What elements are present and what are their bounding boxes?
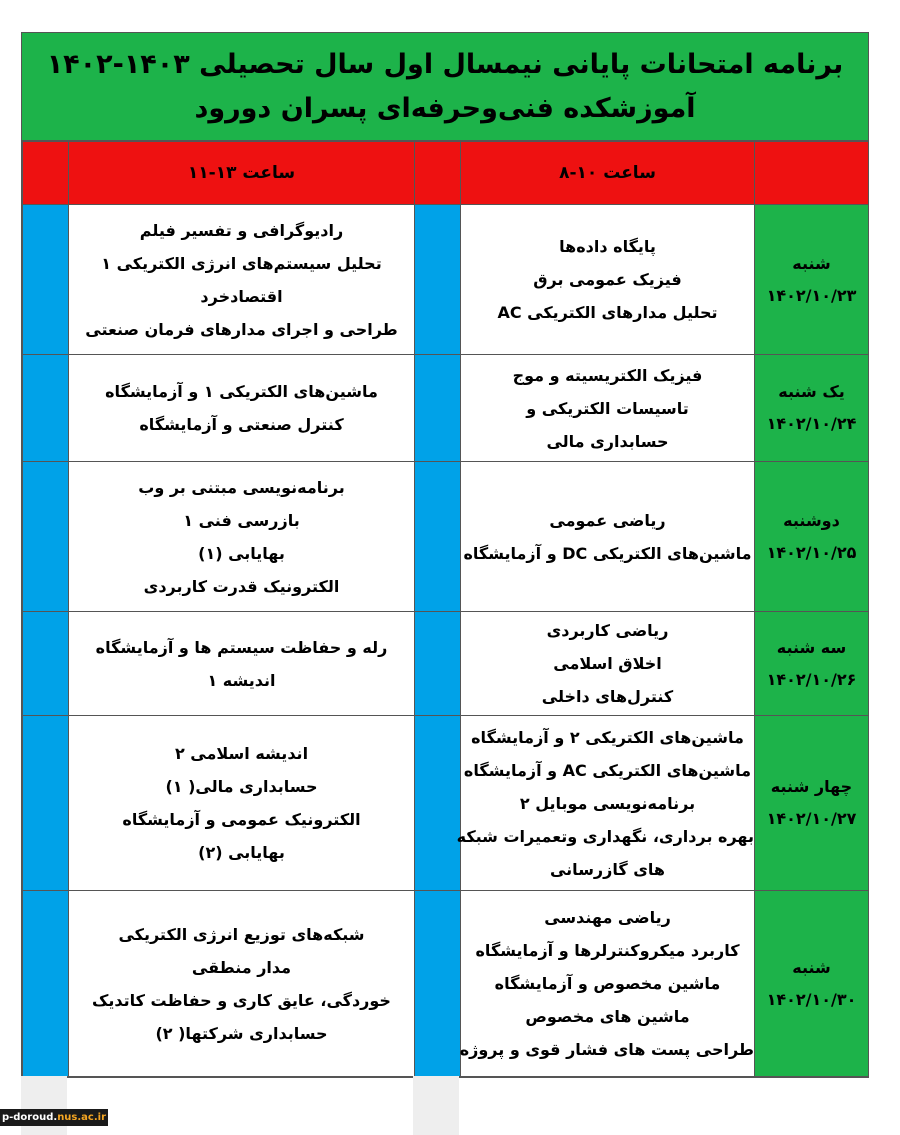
subject-item: حسابداری مالی	[546, 431, 669, 451]
subject-item: طراحی پست های فشار قوی و پروژه	[459, 1040, 754, 1059]
schedule-grid	[22, 141, 869, 1077]
subject-item: ماشین های مخصوص	[525, 1007, 690, 1026]
subject-item: ماشین‌های الکتریکی ۲ و آزمایشگاه	[471, 727, 744, 747]
blue-spacer	[415, 205, 461, 355]
blue-spacer	[23, 462, 69, 612]
header-day-spacer	[755, 142, 869, 205]
subject-item: بهایابی (۲)	[198, 843, 285, 862]
subject-item: الکترونیک قدرت کاربردی	[143, 576, 340, 596]
subject-item: حسابداری شرکتها( ۲)	[155, 1023, 328, 1043]
subject-item: خوردگی، عایق کاری و حفاظت کاتدیک	[92, 990, 391, 1010]
subject-item: ریاضی کاربردی	[546, 621, 669, 640]
exam-date: ۱۴۰۲/۱۰/۲۳	[766, 285, 857, 305]
subject-item: ماشین‌های الکتریکی AC و آزمایشگاه	[463, 760, 752, 780]
subject-item: تاسیسات الکتریکی و	[526, 398, 689, 418]
subject-item: اقتصادخرد	[200, 286, 283, 306]
subject-item: طراحی و اجرای مدارهای فرمان صنعتی	[85, 319, 398, 339]
exam-date: ۱۴۰۲/۱۰/۲۶	[766, 669, 857, 689]
afternoon-subjects	[69, 355, 415, 462]
day-cell	[755, 891, 869, 1077]
morning-subjects	[461, 355, 755, 462]
subject-item: برنامه‌نویسی موبایل ۲	[519, 793, 696, 813]
blue-spacer	[23, 612, 69, 716]
blue-spacer	[415, 891, 461, 1077]
header-spacer	[23, 142, 69, 205]
afternoon-subjects	[69, 891, 415, 1077]
subject-item: کاربرد میکروکنترلرها و آزمایشگاه	[475, 941, 740, 960]
day-cell	[755, 355, 869, 462]
subject-item: شبکه‌های توزیع انرژی الکتریکی	[118, 924, 365, 944]
table-row	[23, 891, 869, 1077]
column-header-morning: ساعت ۱۰-۸	[461, 142, 755, 205]
subject-item: ماشین مخصوص و آزمایشگاه	[494, 974, 721, 993]
subject-item: اندیشه اسلامی ۲	[174, 744, 309, 763]
subject-item: پایگاه داده‌ها	[559, 237, 656, 256]
morning-subjects	[456, 716, 755, 891]
blue-spacer	[415, 612, 461, 716]
subject-item: ریاضی مهندسی	[544, 908, 671, 927]
subject-item: فیزیک الکتریسیته و موج	[512, 365, 703, 385]
subject-item: مدار منطقی	[191, 957, 292, 977]
subject-item: اخلاق اسلامی	[553, 654, 662, 673]
page-subtitle: آموزشکده فنی‌وحرفه‌ای پسران دورود	[194, 92, 696, 124]
day-name: چهار شنبه	[770, 777, 853, 796]
day-name: دوشنبه	[783, 510, 840, 530]
table-row	[23, 205, 869, 355]
day-name: یک شنبه	[778, 382, 845, 401]
day-cell	[755, 462, 869, 612]
subject-item: اندیشه ۱	[207, 670, 276, 690]
morning-subjects	[461, 612, 755, 716]
subject-item: برنامه‌نویسی مبتنی بر وب	[138, 477, 345, 497]
subject-item: تحلیل سیستم‌های انرژی الکتریکی ۱	[101, 253, 382, 273]
blue-spacer	[415, 462, 461, 612]
header-spacer	[415, 142, 461, 205]
day-name: شنبه	[792, 957, 831, 977]
blue-spacer	[23, 355, 69, 462]
subject-item: کنترل صنعتی و آزمایشگاه	[139, 415, 344, 434]
day-name: سه شنبه	[776, 637, 847, 657]
exam-date: ۱۴۰۲/۱۰/۲۵	[766, 542, 857, 562]
subject-item: ماشین‌های الکتریکی DC و آزمایشگاه	[463, 543, 752, 563]
afternoon-subjects	[69, 716, 415, 891]
column-header-afternoon: ساعت ۱۳-۱۱	[69, 142, 415, 205]
subject-item: الکترونیک عمومی و آزمایشگاه	[122, 810, 361, 829]
bottom-stub	[413, 1076, 459, 1135]
bottom-stub	[21, 1076, 67, 1135]
subject-item: کنترل‌های داخلی	[541, 687, 674, 706]
header-row	[23, 142, 869, 205]
subject-item: رله و حفاظت سیستم ها و آزمایشگاه	[95, 637, 388, 657]
subject-item: فیزیک عمومی برق	[533, 270, 682, 289]
afternoon-subjects	[69, 205, 415, 355]
day-cell	[755, 716, 869, 891]
exam-schedule-table	[21, 32, 869, 1078]
blue-spacer	[23, 891, 69, 1077]
subject-item: حسابداری مالی( ۱)	[165, 777, 318, 796]
subject-item: های گازرسانی	[549, 859, 665, 879]
subject-item: ماشین‌های الکتریکی ۱ و آزمایشگاه	[105, 382, 378, 401]
exam-date: ۱۴۰۲/۱۰/۳۰	[766, 989, 857, 1009]
exam-date: ۱۴۰۲/۱۰/۲۷	[766, 809, 857, 828]
title-band	[22, 33, 868, 141]
table-row	[23, 462, 869, 612]
table-row	[23, 612, 869, 716]
blue-spacer	[23, 205, 69, 355]
afternoon-subjects	[69, 612, 415, 716]
subject-item: بازرسی فنی ۱	[183, 510, 300, 530]
morning-subjects	[461, 205, 755, 355]
subject-item: بهایابی (۱)	[198, 543, 285, 563]
table-row	[23, 355, 869, 462]
afternoon-subjects	[69, 462, 415, 612]
morning-subjects	[461, 891, 755, 1077]
table-row	[23, 716, 869, 891]
subject-item: بهره برداری، نگهداری وتعمیرات شبکه	[456, 826, 754, 846]
subject-item: رادیوگرافی و تفسیر فیلم	[139, 220, 344, 240]
page-title: برنامه امتحانات پایانی نیمسال اول سال تحصیلی ۱۴۰۳-۱۴۰۲	[46, 48, 844, 80]
morning-subjects	[461, 462, 755, 612]
blue-spacer	[23, 716, 69, 891]
day-cell	[755, 612, 869, 716]
site-watermark: p-doroud.nus.ac.ir	[0, 1109, 108, 1126]
day-cell	[755, 205, 869, 355]
exam-date: ۱۴۰۲/۱۰/۲۴	[766, 414, 857, 433]
blue-spacer	[415, 716, 461, 891]
subject-item: تحلیل مدارهای الکتریکی AC	[497, 303, 718, 322]
day-name: شنبه	[792, 253, 831, 273]
blue-spacer	[415, 355, 461, 462]
subject-item: ریاضی عمومی	[549, 510, 666, 530]
